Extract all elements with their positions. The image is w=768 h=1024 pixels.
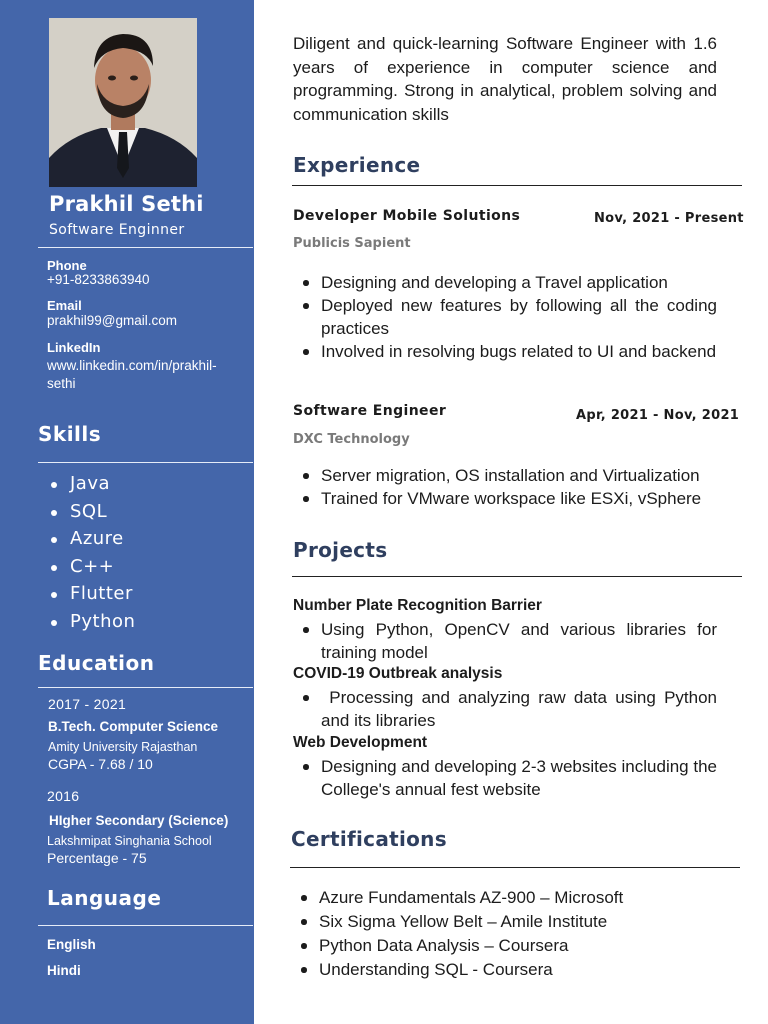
projects-heading: Projects [293,538,388,562]
profile-photo [49,18,197,187]
sidebar-divider [38,247,253,248]
edu-years: 2017 - 2021 [48,696,127,712]
candidate-title: Software Enginner [49,222,185,238]
profile-photo-image [49,18,197,187]
linkedin-line-1: www.linkedin.com/in/prakhil- [47,358,217,373]
list-item: Python Data Analysis – Coursera [319,934,715,958]
skills-divider [38,462,253,463]
experience-divider [292,185,742,186]
job-bullets [321,271,717,363]
list-item: Designing and developing 2-3 websites including the College's annual fest website [321,757,717,799]
edu-score: CGPA - 7.68 / 10 [48,756,153,772]
certifications-divider [290,867,740,868]
project-title: COVID-19 Outbreak analysis [293,665,503,682]
language-item: Hindi [47,963,81,978]
project-title: Number Plate Recognition Barrier [293,597,542,614]
list-item: Processing and analyzing raw data using Python and its libraries [321,688,722,730]
language-divider [38,925,253,926]
summary-paragraph: Diligent and quick-learning Software Engineer with 1.6 years of experience in computer science and programming. Strong in analytical, problem solving and communication skills [293,34,717,125]
language-heading: Language [47,886,162,910]
job-company: Publicis Sapient [293,236,411,251]
edu-school: Lakshmipat Singhania School [47,834,212,848]
list-item: Understanding SQL - Coursera [319,958,715,982]
list-item: Trained for VMware workspace like ESXi, vSphere [321,487,717,510]
linkedin-line-2: sethi [47,376,76,391]
list-item: Server migration, OS installation and Virtualization [321,464,717,487]
certifications-heading: Certifications [291,827,447,851]
sidebar [0,0,254,1024]
linkedin-label: LinkedIn [47,340,101,355]
skill-item: Java [70,470,135,498]
job-dates: Apr, 2021 - Nov, 2021 [576,408,740,423]
skill-item: Flutter [70,580,135,608]
edu-degree: B.Tech. Computer Science [48,719,219,734]
skill-item: C++ [70,553,135,581]
edu-school: Amity University Rajasthan [48,740,198,754]
linkedin-link[interactable] [47,357,217,393]
list-item: Involved in resolving bugs related to UI and backend [321,342,717,361]
certifications-list [319,886,715,982]
education-divider [38,687,253,688]
skills-list [70,470,135,636]
project-bullets [321,755,717,801]
edu-score: Percentage - 75 [47,850,147,866]
email-link[interactable]: prakhil99@gmail.com [47,313,178,328]
phone-value: +91-8233863940 [47,272,150,287]
candidate-name: Prakhil Sethi [49,192,204,216]
job-role: Software Engineer [293,403,447,419]
list-item: Deployed new features by following all the coding practices [321,296,717,338]
list-item: Using Python, OpenCV and various libraries for training model [321,620,717,662]
skills-heading: Skills [38,422,102,446]
list-item: Designing and developing a Travel application [321,271,717,294]
language-item: English [47,937,96,952]
experience-heading: Experience [293,153,421,177]
job-role: Developer Mobile Solutions [293,208,521,224]
project-bullets [321,618,717,664]
skill-item: Python [70,608,135,636]
job-dates: Nov, 2021 - Present [594,211,744,226]
skill-item: SQL [70,498,135,526]
job-company: DXC Technology [293,432,410,447]
skill-item: Azure [70,525,135,553]
projects-divider [292,576,742,577]
job-bullets [321,464,717,510]
phone-label: Phone [47,258,87,273]
email-label: Email [47,298,82,313]
list-item: Azure Fundamentals AZ-900 – Microsoft [319,886,715,910]
edu-degree: HIgher Secondary (Science) [49,813,229,828]
edu-years: 2016 [47,788,80,804]
project-bullets [321,686,722,732]
project-title: Web Development [293,734,428,751]
education-heading: Education [38,651,155,675]
list-item: Six Sigma Yellow Belt – Amile Institute [319,910,715,934]
